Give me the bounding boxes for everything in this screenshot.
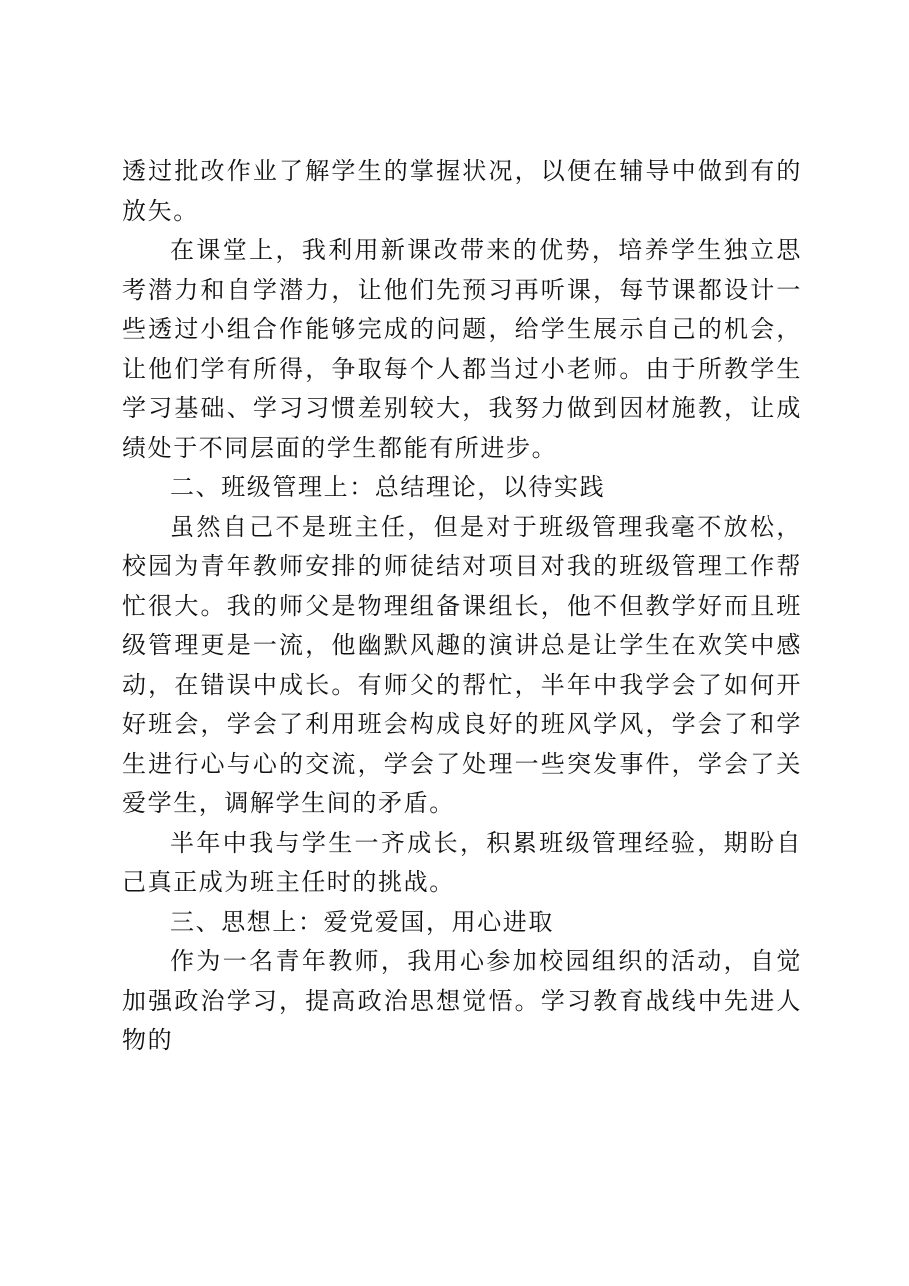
paragraph-classroom-teaching: 在课堂上，我利用新课改带来的优势，培养学生独立思考潜力和自学潜力，让他们先预习再听课，每节课都设计一些透过小组合作能够完成的问题，给学生展示自己的机会，让他们学有所得，争取每个人都当过小老师。由于所教学生学习基础、学习习惯差别较大，我努力做到因材施教，让成绩处于不同层面的学生都能有所进步。: [122, 236, 802, 462]
section-heading-ideology: 三、思想上：爱党爱国，用心进取: [170, 907, 554, 936]
paragraph-political-study: 作为一名青年教师，我用心参加校园组织的活动，自觉加强政治学习，提高政治思想觉悟。学习教育战线中先进人物的: [122, 947, 802, 1054]
paragraph-growth-with-students: 半年中我与学生一齐成长，积累班级管理经验，期盼自己真正成为班主任时的挑战。: [122, 828, 802, 896]
paragraph-class-management: 虽然自己不是班主任，但是对于班级管理我毫不放松，校园为青年教师安排的师徒结对项目对我的班级管理工作帮忙很大。我的师父是物理组备课组长，他不但教学好而且班级管理更是一流，他幽默风趣的演讲总是让学生在欢笑中感动，在错误中成长。有师父的帮忙，半年中我学会了如何开好班会，学会了利用班会构成良好的班风学风，学会了和学生进行心与心的交流，学会了处理一些突发事件，学会了关爱学生，调解学生间的矛盾。: [122, 512, 802, 817]
section-heading-class-management: 二、班级管理上：总结理论，以待实践: [170, 473, 606, 501]
document-body: [122, 152, 802, 1061]
paragraph-homework-review: 透过批改作业了解学生的掌握状况，以便在辅导中做到有的放矢。: [122, 157, 802, 225]
